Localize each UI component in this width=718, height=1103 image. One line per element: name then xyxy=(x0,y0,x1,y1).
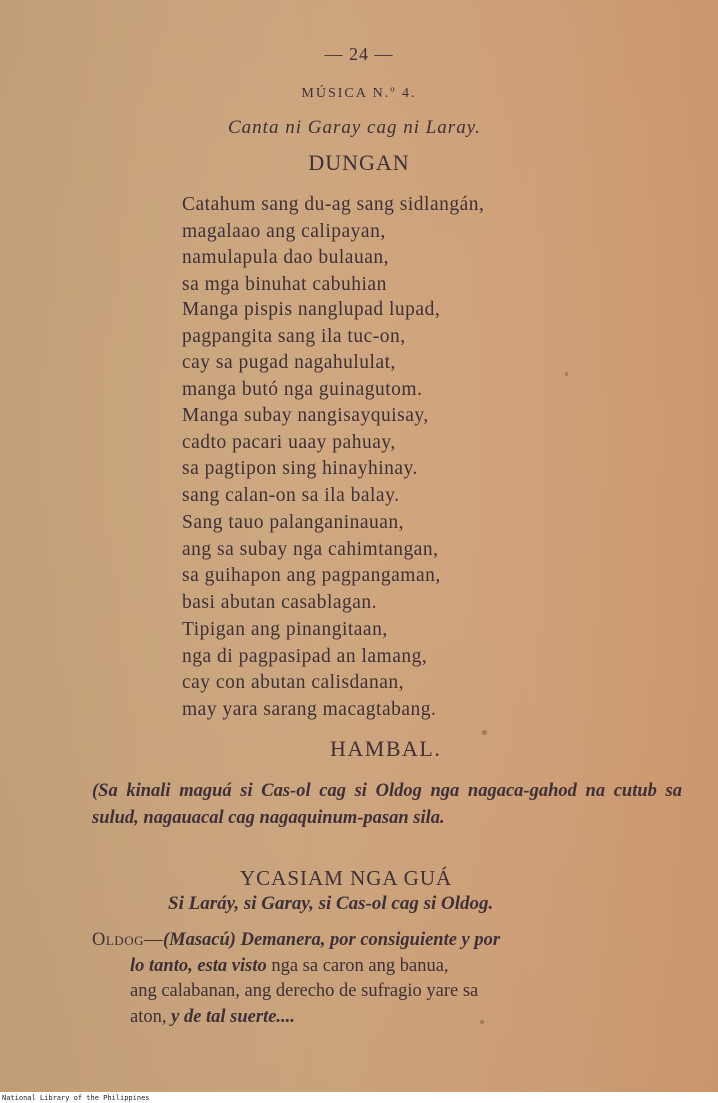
dialog-text: y de tal suerte.... xyxy=(171,1006,295,1027)
verse-line: Catahum sang du-ag sang sidlangán, xyxy=(182,194,485,215)
stanza-2 xyxy=(182,297,440,403)
verse-line: sang calan-on sa ila balay. xyxy=(182,484,400,506)
library-credit: National Library of the Philippines xyxy=(2,1094,150,1102)
paper-speck xyxy=(480,1020,484,1024)
dialog-text: nga sa caron ang banua, xyxy=(271,955,449,976)
verse-line: ang sa subay nga cahimtangan, xyxy=(182,538,439,560)
musica-heading: MÚSICA N.º 4. xyxy=(301,86,417,101)
dialog-text: lo tanto, xyxy=(130,955,193,976)
verse-line: basi abutan casablagan. xyxy=(182,591,378,613)
stanza-1 xyxy=(182,192,484,298)
dialog-text: Demanera, por consiguiente y por xyxy=(240,930,501,950)
verse-line: sa guihapon ang pagpangaman, xyxy=(182,565,441,586)
page-number: — 24 — xyxy=(324,44,394,64)
verse-line: cay con abutan calisdanan, xyxy=(182,672,404,693)
verse-line: may yara sarang macagtabang. xyxy=(182,698,437,720)
stanza-4 xyxy=(182,510,441,616)
dialog-text: esta visto xyxy=(197,955,267,976)
verse-line: manga butó nga guinagutom. xyxy=(182,378,423,400)
speaker-name: Oldog— xyxy=(92,930,163,950)
stanza-5 xyxy=(182,617,436,723)
canta-subtitle: Canta ni Garay cag ni Laray. xyxy=(228,117,481,138)
paper-speck xyxy=(482,730,487,735)
dialog-text: aton, xyxy=(130,1006,167,1027)
dialog-block xyxy=(92,928,682,1030)
verse-line: cadto pacari uaay pahuay, xyxy=(182,431,396,453)
verse-line: sa pagtipon sing hinayhinay. xyxy=(182,458,418,479)
stage-direction: (Sa kinali maguá si Cas-ol cag si Oldog nga nagaca-gahod na cutub sa sulud, nagauacal cag nagaquinum-pasan sila. xyxy=(92,781,682,828)
verse-line: nga di pagpasipad an lamang, xyxy=(182,645,428,667)
verse-line: sa mga binuhat cabuhian xyxy=(182,273,387,295)
scene-persons: Si Laráy, si Garay, si Cas-ol cag si Oldog. xyxy=(168,893,494,914)
song-title: DUNGAN xyxy=(308,150,410,175)
stanza-3 xyxy=(182,403,429,509)
verse-line: Tipigan ang pinangitaan, xyxy=(182,619,388,640)
verse-line: namulapula dao bulauan, xyxy=(182,247,389,268)
paper-speck xyxy=(565,372,568,376)
verse-line: Manga subay nangisayquisay, xyxy=(182,405,429,426)
verse-line: magalaao ang calipayan, xyxy=(182,220,386,242)
verse-line: pagpangita sang ila tuc-on, xyxy=(182,325,406,347)
dialog-direction: (Masacú) xyxy=(162,930,236,950)
verse-line: cay sa pugad nagahululat, xyxy=(182,352,396,373)
scene-title: YCASIAM NGA GUÁ xyxy=(240,866,453,890)
verse-line: Manga pispis nanglupad lupad, xyxy=(182,299,441,320)
hambal-heading: HAMBAL. xyxy=(330,736,442,761)
verse-line: Sang tauo palanganinauan, xyxy=(182,512,405,533)
dialog-text: ang calabanan, ang derecho de sufragio yare sa xyxy=(130,981,479,1001)
